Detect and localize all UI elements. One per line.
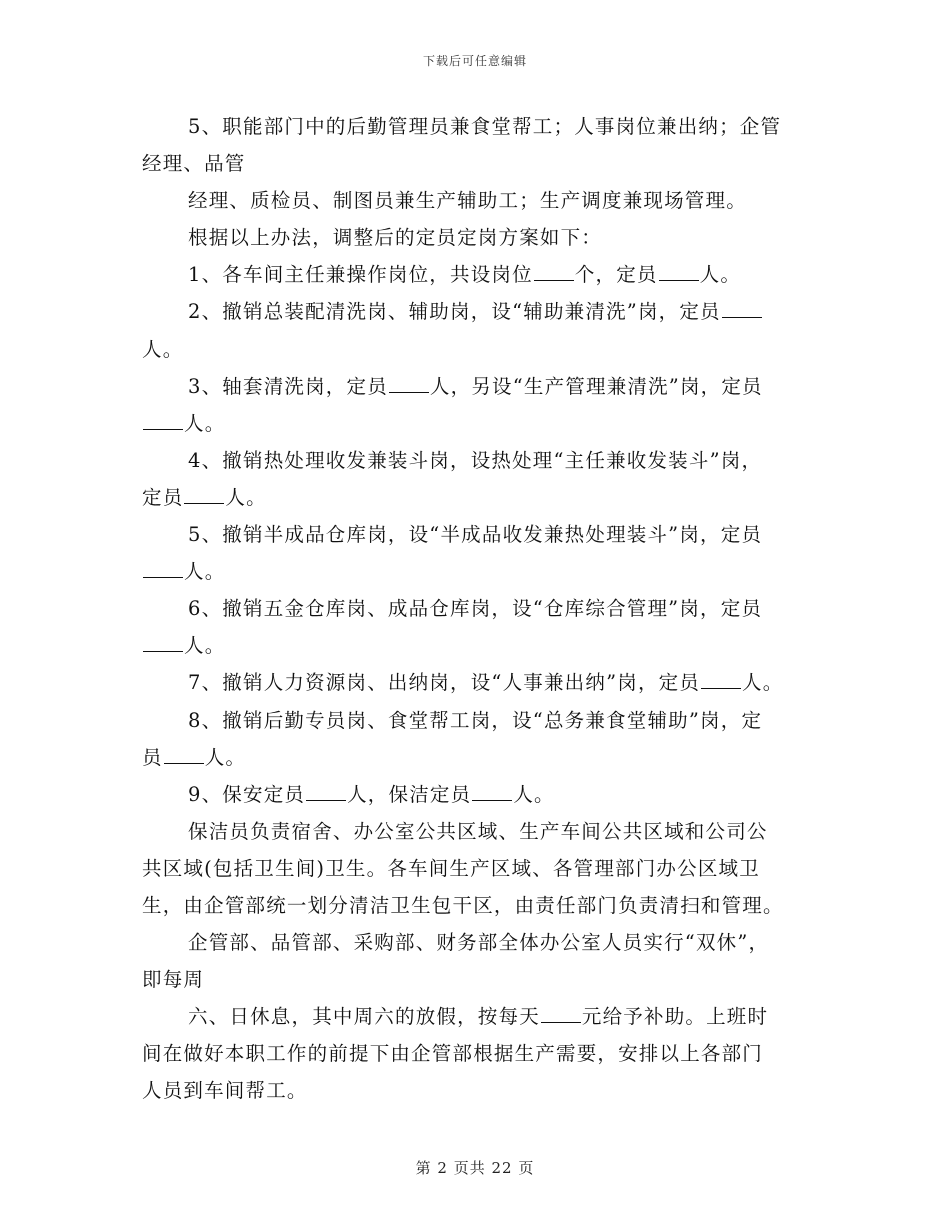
text-segment: 人员到车间帮工。 <box>142 1079 308 1103</box>
text-segment: 生，由企管部统一划分清洁卫生包干区，由责任部门负责清扫和管理。 <box>142 893 784 917</box>
text-line <box>142 293 812 330</box>
text-line <box>142 813 812 850</box>
text-line <box>142 479 812 516</box>
text-segment: 员 <box>142 745 163 769</box>
text-segment: 人。 <box>184 560 226 584</box>
fill-in-blank <box>184 481 224 504</box>
text-segment: 4、撤销热处理收发兼装斗岗，设热处理“主任兼收发装斗”岗， <box>188 448 763 472</box>
fill-in-blank <box>164 741 204 764</box>
text-line <box>142 961 812 998</box>
text-segment: 人。 <box>742 671 784 695</box>
text-line <box>142 442 812 479</box>
text-segment: 1、各车间主任兼操作岗位，共设岗位 <box>188 263 533 287</box>
text-line <box>142 368 812 405</box>
text-line <box>142 998 812 1035</box>
fill-in-blank <box>306 778 346 801</box>
fill-in-blank <box>143 629 183 652</box>
text-segment: 8、撤销后勤专员岗、食堂帮工岗，设“总务兼食堂辅助”岗，定 <box>188 708 763 732</box>
text-segment: 人。 <box>513 782 555 806</box>
text-segment: 6、撤销五金仓库岗、成品仓库岗，设“仓库综合管理”岗，定员 <box>188 597 763 621</box>
text-segment: 共区域(包括卫生间)卫生。各车间生产区域、各管理部门办公区域卫 <box>142 856 760 880</box>
fill-in-blank <box>659 258 699 281</box>
text-segment: 定员 <box>142 485 184 509</box>
text-line <box>142 1035 812 1072</box>
text-segment: 人，另设“生产管理兼清洗”岗，定员 <box>429 374 763 398</box>
document-body <box>142 108 812 1110</box>
text-segment: 人。 <box>204 745 247 769</box>
text-line <box>142 924 812 961</box>
page-header: 下载后可任意编辑 <box>422 54 527 68</box>
text-line <box>142 627 812 664</box>
text-line <box>142 145 812 182</box>
fill-in-blank <box>534 258 574 281</box>
text-segment: 人，保洁定员 <box>347 782 472 806</box>
text-line <box>142 331 812 368</box>
text-segment: 经理、品管 <box>142 152 246 176</box>
text-segment: 人。 <box>184 634 226 658</box>
fill-in-blank <box>701 666 741 689</box>
text-segment: 六、日休息，其中周六的放假，按每天 <box>188 1005 540 1029</box>
text-line <box>142 108 812 145</box>
text-segment: 5、撤销半成品仓库岗，设“半成品收发兼热处理装斗”岗，定员 <box>188 523 763 547</box>
text-segment: 元给予补助。上班时 <box>581 1005 769 1029</box>
text-segment: 即每周 <box>142 968 205 992</box>
text-segment: 人。 <box>142 337 184 361</box>
text-segment: 个，定员 <box>574 263 658 287</box>
text-line <box>142 256 812 293</box>
fill-in-blank <box>389 370 429 393</box>
fill-in-blank <box>722 295 762 318</box>
fill-in-blank <box>541 1000 581 1023</box>
text-segment: 人。 <box>184 411 226 435</box>
text-segment: 2、撤销总装配清洗岗、辅助岗，设“辅助兼清洗”岗，定员 <box>188 300 721 324</box>
text-segment: 经理、质检员、制图员兼生产辅助工；生产调度兼现场管理。 <box>188 189 747 213</box>
text-segment: 企管部、品管部、采购部、财务部全体办公室人员实行“双休”， <box>188 931 770 955</box>
text-segment: 根据以上办法，调整后的定员定岗方案如下： <box>188 226 603 250</box>
page-footer: 第 2 页共 22 页 <box>415 1159 535 1177</box>
text-line <box>142 702 812 739</box>
text-segment: 保洁员负责宿舍、办公室公共区域、生产车间公共区域和公司公 <box>188 819 768 843</box>
text-segment: 人。 <box>699 263 742 287</box>
text-segment: 间在做好本职工作的前提下由企管部根据生产需要，安排以上各部门 <box>142 1042 764 1066</box>
text-segment: 7、撤销人力资源岗、出纳岗，设“人事兼出纳”岗，定员 <box>188 671 701 695</box>
text-segment: 5、职能部门中的后勤管理员兼食堂帮工；人事岗位兼出纳；企管 <box>188 115 782 138</box>
text-line <box>142 516 812 553</box>
text-line <box>142 590 812 627</box>
text-line <box>142 219 812 256</box>
text-line <box>142 739 812 776</box>
fill-in-blank <box>143 555 183 578</box>
text-line <box>142 664 812 701</box>
text-line <box>142 1072 812 1109</box>
text-line <box>142 776 812 813</box>
fill-in-blank <box>143 407 183 430</box>
text-line <box>142 405 812 442</box>
fill-in-blank <box>472 778 512 801</box>
text-segment: 人。 <box>225 485 267 509</box>
text-line <box>142 850 812 887</box>
text-segment: 3、轴套清洗岗，定员 <box>188 374 388 398</box>
text-line <box>142 182 812 219</box>
text-segment: 9、保安定员 <box>188 782 306 806</box>
text-line <box>142 553 812 590</box>
text-line <box>142 887 812 924</box>
